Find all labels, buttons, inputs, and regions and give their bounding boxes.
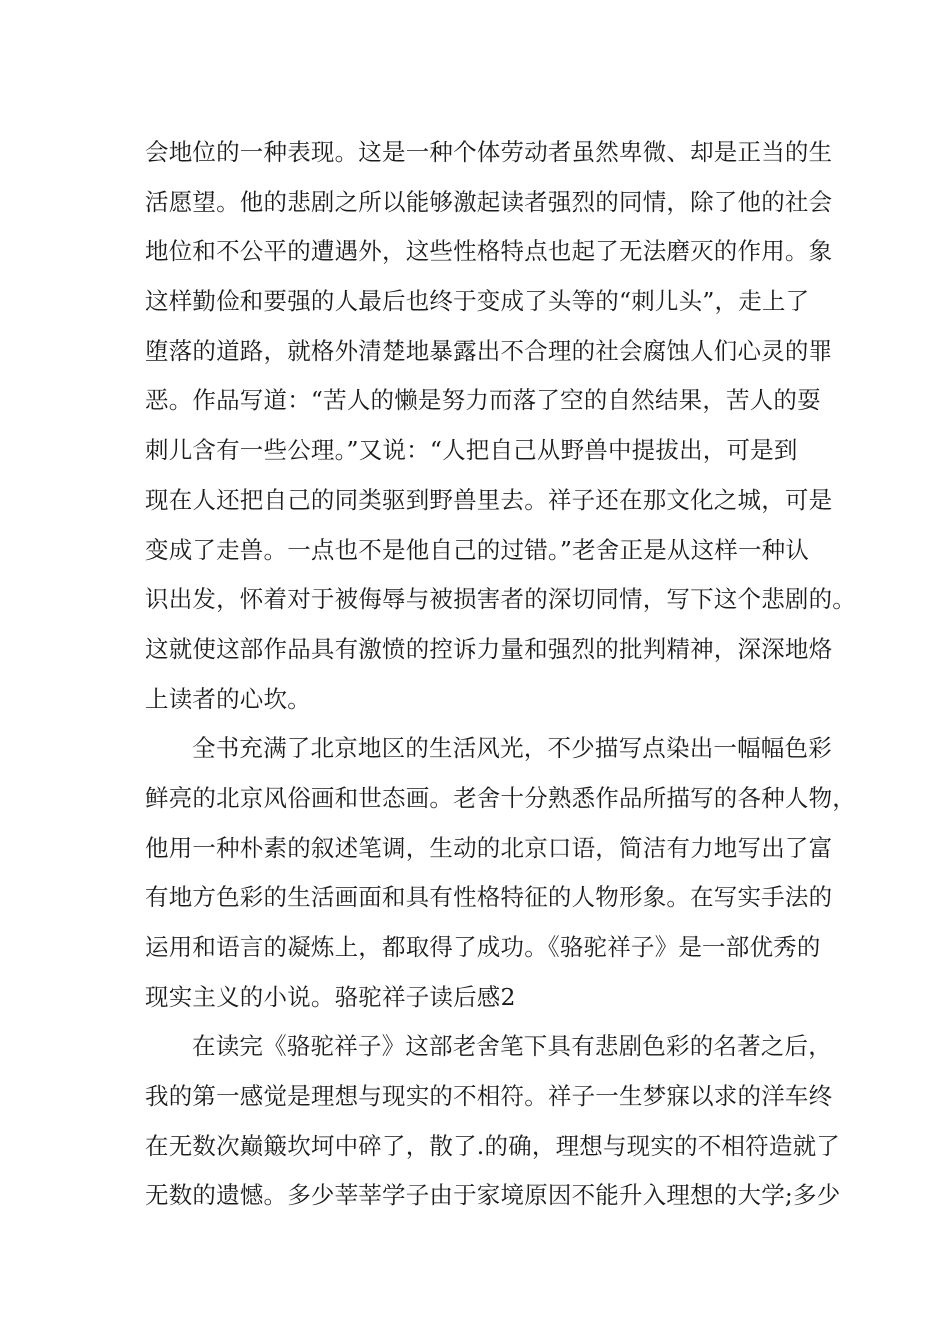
- text-line: 现在人还把自己的同类驱到野兽里去。祥子还在那文化之城，可是: [145, 485, 833, 514]
- document-body: [145, 128, 856, 1221]
- text-line: 我的第一感觉是理想与现实的不相符。祥子一生梦寐以求的洋车终: [145, 1082, 833, 1111]
- text-line: 变成了走兽。一点也不是他自己的过错。”老舍正是从这样一种认: [145, 535, 810, 564]
- text-line: 会地位的一种表现。这是一种个体劳动者虽然卑微、却是正当的生: [145, 138, 833, 166]
- text-line: 活愿望。他的悲剧之所以能够激起读者强烈的同情，除了他的社会: [145, 187, 833, 216]
- text-line: 地位和不公平的遭遇外，这些性格特点也起了无法磨灭的作用。象: [145, 237, 833, 266]
- text-line: 在无数次巅簸坎坷中碎了，散了.的确，理想与现实的不相符造就了: [145, 1131, 840, 1160]
- text-line: 现实主义的小说。骆驼祥子读后感2: [145, 982, 516, 1011]
- text-line: 这样勤俭和要强的人最后也终于变成了头等的“刺儿头”，走上了: [145, 287, 810, 316]
- text-line: 识出发，怀着对于被侮辱与被损害者的深切同情，写下这个悲剧的。: [145, 585, 856, 614]
- text-line: 无数的遗憾。多少莘莘学子由于家境原因不能升入理想的大学;多少: [145, 1181, 841, 1210]
- text-line: 堕落的道路，就格外清楚地暴露出不合理的社会腐蚀人们心灵的罪: [145, 336, 833, 365]
- text-line: 恶。作品写道：“苦人的懒是努力而落了空的自然结果，苦人的耍: [145, 386, 821, 415]
- text-line: 这就使这部作品具有激愤的控诉力量和强烈的批判精神，深深地烙: [145, 634, 833, 663]
- text-line: 运用和语言的凝炼上，都取得了成功。《骆驼祥子》是一部优秀的: [145, 933, 821, 961]
- text-line: 在读完《骆驼祥子》这部老舍笔下具有悲剧色彩的名著之后，: [192, 1032, 832, 1061]
- text-line: 鲜亮的北京风俗画和世态画。老舍十分熟悉作品所描写的各种人物，: [145, 783, 856, 812]
- text-line: 有地方色彩的生活画面和具有性格特征的人物形象。在写实手法的: [145, 883, 833, 912]
- text-line: 上读者的心坎。: [145, 684, 311, 713]
- text-line: 他用一种朴素的叙述笔调，生动的北京口语，简洁有力地写出了富: [145, 833, 833, 862]
- text-line: 刺儿含有一些公理。”又说：“人把自己从野兽中提拔出，可是到: [145, 436, 798, 465]
- text-line: 全书充满了北京地区的生活风光，不少描写点染出一幅幅色彩: [192, 734, 832, 763]
